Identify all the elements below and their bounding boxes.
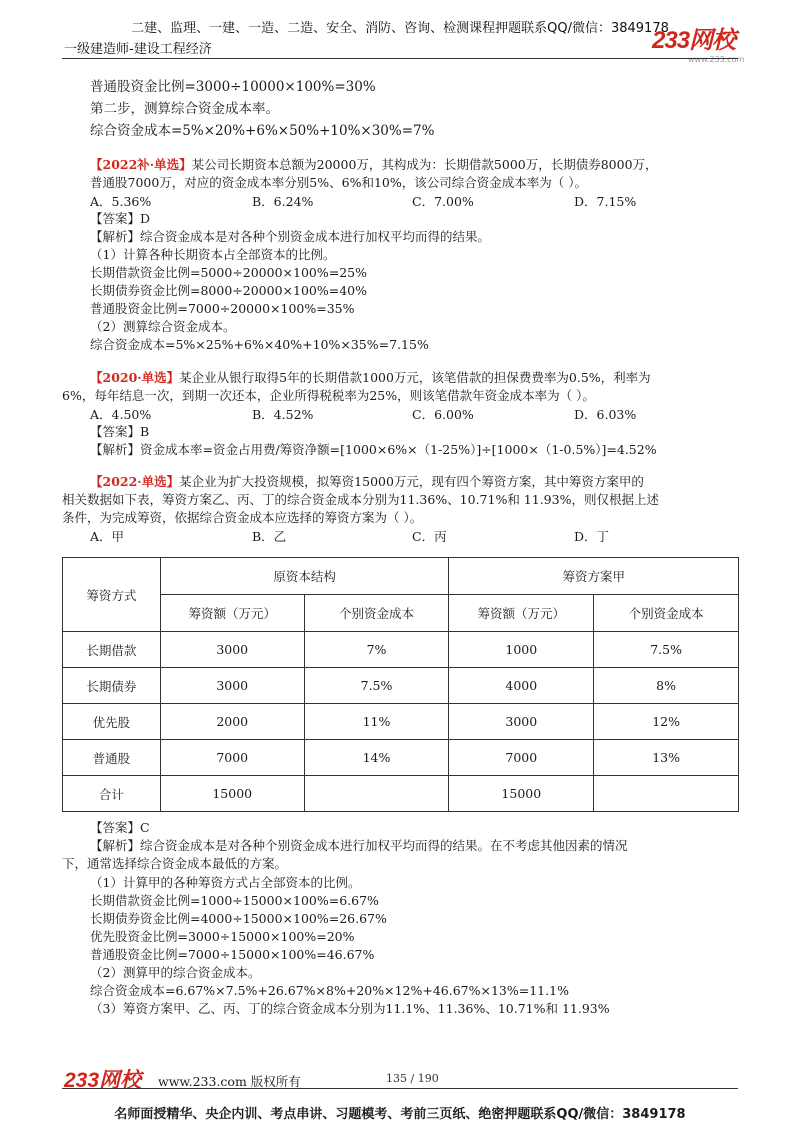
table-cell: 14%	[304, 740, 449, 776]
q3-option-c: C．丙	[412, 529, 447, 544]
table-row	[63, 776, 739, 812]
q3-analysis-line: （2）测算甲的综合资金成本。	[90, 965, 261, 980]
q3-analysis-line: 长期债券资金比例=4000÷15000×100%=26.67%	[90, 911, 387, 926]
table-cell: 优先股	[63, 704, 161, 740]
table-cell: 合计	[63, 776, 161, 812]
footer-divider	[62, 1088, 738, 1089]
table-cell: 2000	[160, 704, 304, 740]
q1-option-d: D．7.15%	[574, 194, 637, 209]
table-row	[63, 704, 739, 740]
footer-site: www.233.com 版权所有	[158, 1074, 301, 1089]
table-cell	[594, 776, 739, 812]
q1-analysis-line: 长期借款资金比例=5000÷20000×100%=25%	[90, 265, 367, 280]
q3-analysis-line: （3）筹资方案甲、乙、丙、丁的综合资金成本分别为11.1%、11.36%、10.71%和 11.93%	[90, 1001, 610, 1016]
q1-analysis-line: 【解析】综合资金成本是对各种个别资金成本进行加权平均而得的结果。	[90, 229, 491, 244]
table-cell: 1000	[449, 632, 594, 668]
q1-stem-1: 某公司长期资本总额为20000万，其构成为：长期借款5000万，长期债券8000万，	[191, 157, 658, 172]
table-header-method: 筹资方式	[63, 558, 161, 632]
footer-promo: 名师面授精华、央企内训、考点串讲、习题模考、考前三页纸、绝密押题联系QQ/微信：3849178	[114, 1107, 686, 1122]
top-line-1: 普通股资金比例=3000÷10000×100%=30%	[90, 79, 376, 95]
q3-stem-1: 某企业为扩大投资规模，拟筹资15000万元，现有四个筹资方案，其中筹资方案甲的	[179, 474, 644, 489]
q1-stem-line-2: 普通股7000万，对应的资金成本率分别5%、6%和10%，该公司综合资金成本率为（ ）。	[90, 175, 587, 190]
q3-analysis-line: 优先股资金比例=3000÷15000×100%=20%	[90, 929, 355, 944]
q3-analysis-line: 长期借款资金比例=1000÷15000×100%=6.67%	[90, 893, 379, 908]
logo-text: 233网校	[652, 27, 736, 54]
q3-option-d: D．丁	[574, 529, 610, 544]
q3-analysis-line: 综合资金成本=6.67%×7.5%+26.67%×8%+20%×12%+46.67%×13%=11.1%	[90, 983, 569, 998]
q3-option-b: B．乙	[252, 529, 287, 544]
table-cell	[304, 776, 449, 812]
q2-option-c: C．6.00%	[412, 407, 474, 422]
q1-analysis-line: 长期债券资金比例=8000÷20000×100%=40%	[90, 283, 367, 298]
q2-tag: 【2020·单选】	[90, 370, 180, 385]
q2-stem-line-2: 6%，每年结息一次，到期一次还本，企业所得税税率为25%，则该笔借款年资金成本率为（ ）。	[62, 388, 595, 403]
q3-analysis-line: 下，通常选择综合资金成本最低的方案。	[62, 856, 288, 871]
table-header-plan: 筹资方案甲	[449, 558, 739, 595]
table-header-cost: 个别资金成本	[304, 595, 449, 632]
financing-table	[62, 557, 739, 812]
table-cell: 13%	[594, 740, 739, 776]
table-cell: 3000	[160, 632, 304, 668]
q3-analysis-line: （1）计算甲的各种筹资方式占全部资本的比例。	[90, 875, 361, 890]
table-cell: 3000	[449, 704, 594, 740]
table-cell: 12%	[594, 704, 739, 740]
q3-tag: 【2022·单选】	[90, 474, 180, 489]
table-cell: 7%	[304, 632, 449, 668]
table-header-original: 原资本结构	[160, 558, 449, 595]
q3-stem-line-2: 相关数据如下表，筹资方案乙、丙、丁的综合资金成本分别为11.36%、10.71%和 11.93%，则仅根据上述	[62, 492, 659, 507]
table-cell: 7.5%	[304, 668, 449, 704]
table-row	[63, 632, 739, 668]
table-cell: 长期债券	[63, 668, 161, 704]
table-cell: 11%	[304, 704, 449, 740]
top-line-2: 第二步，测算综合资金成本率。	[90, 101, 279, 117]
table-cell: 7000	[160, 740, 304, 776]
q2-stem-1: 某企业从银行取得5年的长期借款1000万元，该笔借款的担保费费率为0.5%，利率为	[179, 370, 651, 385]
q3-stem-line-1	[90, 473, 644, 491]
q1-analysis-line: （1）计算各种长期资本占全部资本的比例。	[90, 247, 336, 262]
footer-logo: 233网校	[64, 1069, 142, 1092]
table-cell: 普通股	[63, 740, 161, 776]
table-cell: 8%	[594, 668, 739, 704]
q1-answer: 【答案】D	[90, 211, 151, 226]
q2-answer: 【答案】B	[90, 424, 150, 439]
q2-analysis: 【解析】资金成本率=资金占用费/筹资净额=[1000×6%×（1-25%）]÷[1000×（1-0.5%）]=4.52%	[90, 442, 657, 457]
table-row	[63, 668, 739, 704]
table-cell: 7000	[449, 740, 594, 776]
q1-analysis-line: 综合资金成本=5%×25%+6%×40%+10%×35%=7.15%	[90, 337, 429, 352]
page-number: 135 / 190	[386, 1072, 439, 1085]
top-line-3: 综合资金成本=5%×20%+6%×50%+10%×30%=7%	[90, 123, 435, 139]
table-cell: 7.5%	[594, 632, 739, 668]
table-header-amount: 筹资额（万元）	[449, 595, 594, 632]
q2-option-a: A．4.50%	[90, 407, 152, 422]
table-cell: 15000	[449, 776, 594, 812]
q2-option-d: D．6.03%	[574, 407, 637, 422]
header-divider	[62, 58, 738, 59]
header-promo: 二建、监理、一建、一造、二造、安全、消防、咨询、检测课程押题联系QQ/微信：3849178	[131, 21, 669, 36]
q3-stem-line-3: 条件，为完成筹资，依据综合资金成本应选择的筹资方案为（ ）。	[62, 510, 423, 525]
q1-stem-line-1	[90, 156, 658, 174]
table-header-amount: 筹资额（万元）	[160, 595, 304, 632]
table-row	[63, 740, 739, 776]
header-subject: 一级建造师-建设工程经济	[64, 42, 212, 57]
q3-answer: 【答案】C	[90, 820, 150, 835]
table-cell: 15000	[160, 776, 304, 812]
q3-option-a: A．甲	[90, 529, 125, 544]
table-cell: 3000	[160, 668, 304, 704]
logo-site: www.233.com	[688, 55, 745, 64]
q1-option-b: B．6.24%	[252, 194, 314, 209]
q3-analysis-line: 【解析】综合资金成本是对各种个别资金成本进行加权平均而得的结果。在不考虑其他因素的情况	[90, 838, 628, 853]
q1-tag: 【2022补·单选】	[90, 157, 192, 172]
q1-option-a: A．5.36%	[90, 194, 152, 209]
q1-analysis-line: （2）测算综合资金成本。	[90, 319, 236, 334]
table-cell: 长期借款	[63, 632, 161, 668]
q1-option-c: C．7.00%	[412, 194, 474, 209]
q3-analysis-line: 普通股资金比例=7000÷15000×100%=46.67%	[90, 947, 375, 962]
q1-analysis-line: 普通股资金比例=7000÷20000×100%=35%	[90, 301, 355, 316]
table-cell: 4000	[449, 668, 594, 704]
q2-option-b: B．4.52%	[252, 407, 314, 422]
table-header-cost: 个别资金成本	[594, 595, 739, 632]
q2-stem-line-1	[90, 369, 651, 387]
